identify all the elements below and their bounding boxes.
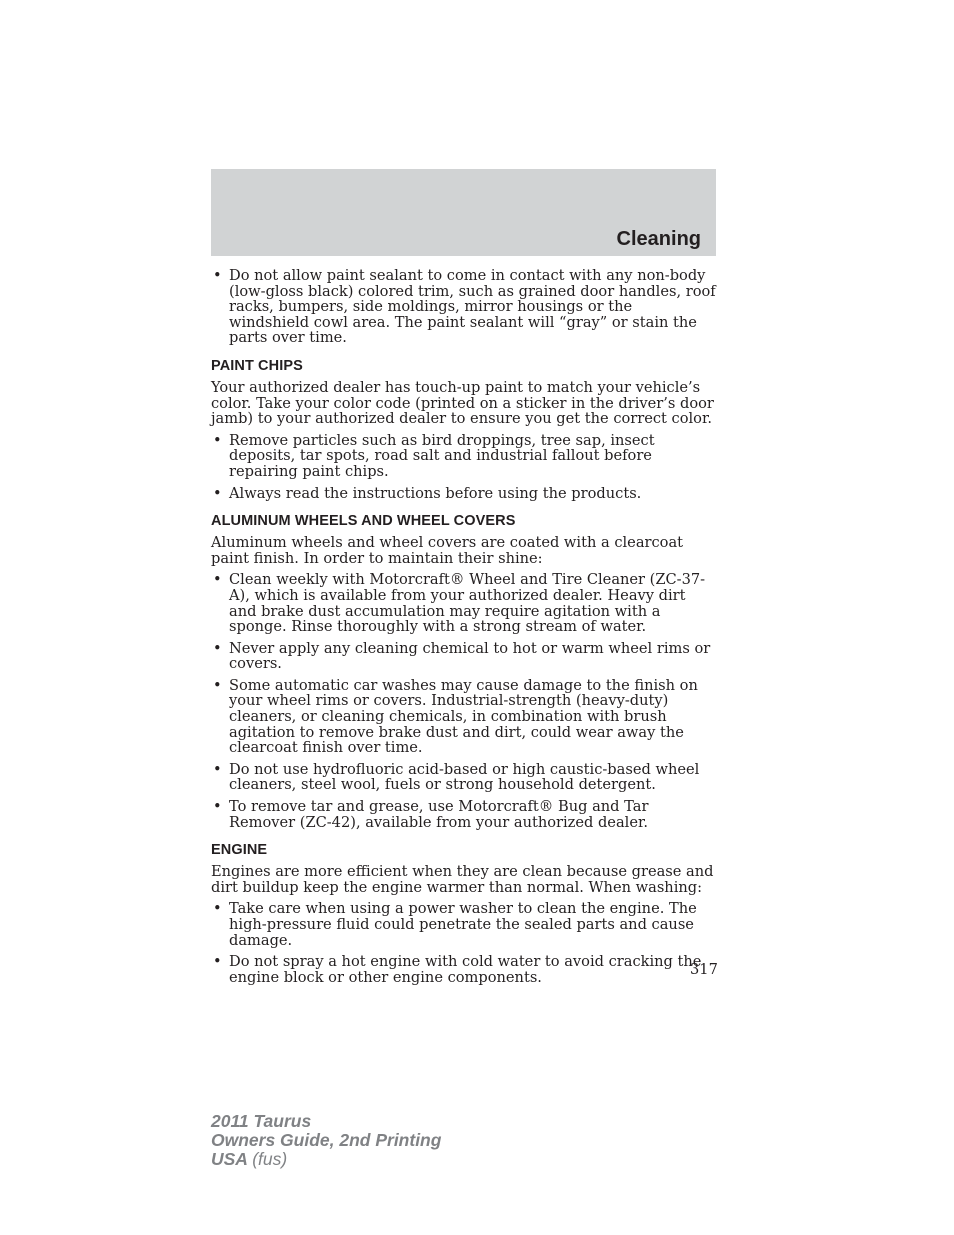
list-item-text: Do not allow paint sealant to come in contact with any non-body (low-gloss black) colored trim, such as grained door handles, roof racks, bumpers, side moldings, mirror housings or the windshield cowl area. The paint sealant will “gray” or stain the parts over time. xyxy=(229,267,716,347)
list-item xyxy=(211,641,716,672)
bullet-icon: • xyxy=(213,484,222,502)
list-item xyxy=(211,433,716,480)
section-header-band xyxy=(211,169,716,256)
footer-guide-edition: Owners Guide, 2nd Printing xyxy=(211,1130,442,1150)
footer-market-name: USA xyxy=(211,1149,248,1169)
bullet-icon: • xyxy=(213,639,222,657)
page-content xyxy=(211,268,716,991)
bullet-icon: • xyxy=(213,676,222,694)
footer-market xyxy=(211,1150,441,1169)
footer-model: 2011 Taurus xyxy=(211,1111,312,1131)
heading-engine: ENGINE xyxy=(211,842,268,859)
list-item xyxy=(211,572,716,634)
list-item-text: To remove tar and grease, use Motorcraft® Bug and Tar Remover (ZC-42), available from your authorized dealer. xyxy=(229,798,649,831)
list-item xyxy=(211,799,716,830)
page-number: 317 xyxy=(690,961,718,978)
list-item xyxy=(211,954,716,985)
list-item-text: Remove particles such as bird droppings, tree sap, insect deposits, tar spots, road salt and industrial fallout before repairing paint chips. xyxy=(229,431,655,480)
list-item-text: Do not spray a hot engine with cold water to avoid cracking the engine block or other engine components. xyxy=(229,953,702,986)
list-item-text: Always read the instructions before using the products. xyxy=(229,484,642,502)
list-item-text: Clean weekly with Motorcraft® Wheel and Tire Cleaner (ZC-37-A), which is available from your authorized dealer. Heavy dirt and brake dust accumulation may require agitation with a sponge. Rinse thoroughly with a strong stream of water. xyxy=(229,571,706,636)
bullet-icon: • xyxy=(213,267,222,284)
footer-publication-info xyxy=(211,1112,441,1169)
bullet-icon: • xyxy=(213,953,222,971)
paragraph-aluminum-wheels: Aluminum wheels and wheel covers are coated with a clearcoat paint finish. In order to maintain their shine: xyxy=(211,534,684,567)
list-item-text: Never apply any cleaning chemical to hot or warm wheel rims or covers. xyxy=(229,639,711,673)
list-item-text: Take care when using a power washer to clean the engine. The high-pressure fluid could penetrate the sealed parts and cause damage. xyxy=(229,900,697,949)
footer-market-code: (fus) xyxy=(252,1149,288,1169)
paragraph-engine: Engines are more efficient when they are clean because grease and dirt buildup keep the engine warmer than normal. When washing: xyxy=(211,863,714,896)
list-item-text: Some automatic car washes may cause damage to the finish on your wheel rims or covers. Industrial-strength (heavy-duty) cleaners, or cleaning chemicals, in combination with brush agitation to remove brake dust and dirt, could wear away the clearcoat finish over time. xyxy=(229,676,698,757)
paragraph-paint-chips: Your authorized dealer has touch-up paint to match your vehicle’s color. Take your color code (printed on a sticker in the driver’s door jamb) to your authorized dealer to ensure you get the correct color. xyxy=(211,378,714,428)
bullet-icon: • xyxy=(213,900,222,918)
section-title: Cleaning xyxy=(616,228,701,250)
list-item xyxy=(211,678,716,756)
list-item xyxy=(211,762,716,793)
heading-aluminum-wheels: ALUMINUM WHEELS AND WHEEL COVERS xyxy=(211,513,516,530)
list-item-text: Do not use hydrofluoric acid-based or high caustic-based wheel cleaners, steel wool, fuels or strong household detergent. xyxy=(229,760,700,794)
bullet-icon: • xyxy=(213,760,222,778)
list-item xyxy=(211,268,716,346)
heading-paint-chips: PAINT CHIPS xyxy=(211,357,303,374)
bullet-icon: • xyxy=(213,798,222,816)
list-item xyxy=(211,901,716,948)
bullet-icon: • xyxy=(213,431,222,449)
bullet-icon: • xyxy=(213,571,222,589)
list-item xyxy=(211,486,716,502)
